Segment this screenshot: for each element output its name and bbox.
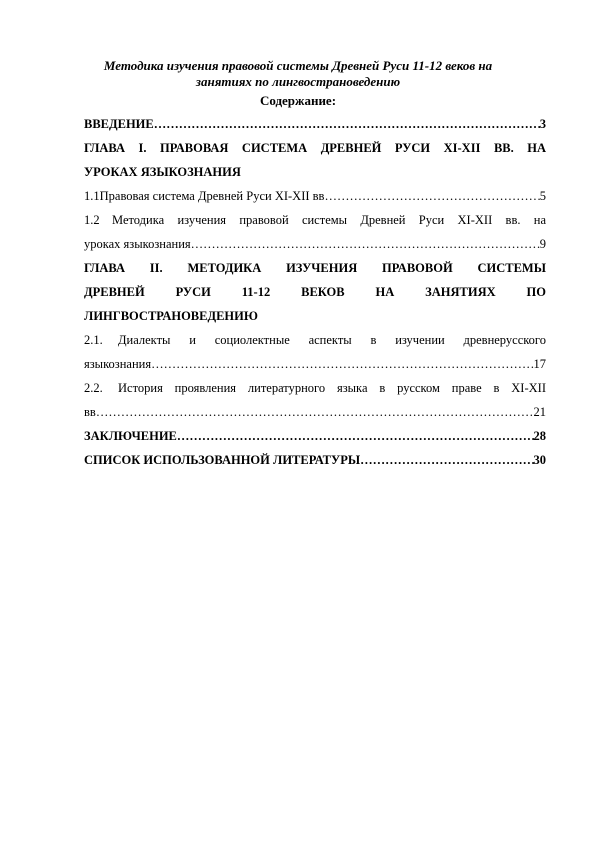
toc-section-1-1-label: Правовая система Древней Руси XI-XII вв [99,189,325,203]
table-of-contents [84,112,546,472]
toc-section-1-1-num: 1.1 [84,189,100,203]
leader-dots [96,400,534,424]
toc-section-1-1[interactable] [84,184,546,208]
toc-section-1-2-line2[interactable] [84,232,546,256]
toc-intro-label: ВВЕДЕНИЕ [84,117,154,131]
toc-section-2-1-line2[interactable] [84,352,546,376]
toc-section-1-2-cont: уроках языкознания [84,237,191,251]
toc-section-2-2-cont: вв [84,405,96,419]
toc-chapter1-line2[interactable]: УРОКАХ ЯЗЫКОЗНАНИЯ [84,165,241,179]
contents-heading: Содержание: [259,93,337,108]
toc-section-1-2-text: Методика изучения правовой системы Древней Руси XI-XII вв. на [112,213,546,227]
leader-dots [151,352,533,376]
leader-dots [191,232,540,256]
leader-dots [177,424,534,448]
toc-section-1-2-line1[interactable] [84,208,546,232]
toc-intro-page: 3 [539,117,546,131]
toc-section-1-1-page: 5 [539,189,546,203]
toc-chapter1-line1[interactable]: ГЛАВА I. ПРАВОВАЯ СИСТЕМА ДРЕВНЕЙ РУСИ XI-XII ВВ. НА [84,141,546,155]
toc-conclusion-label: ЗАКЛЮЧЕНИЕ [84,429,177,443]
toc-references-label: СПИСОК ИСПОЛЬЗОВАННОЙ ЛИТЕРАТУРЫ [84,453,361,467]
toc-conclusion-page: 28 [533,429,546,443]
leader-dots [154,112,540,136]
toc-intro[interactable] [84,112,546,136]
toc-section-2-1-cont: языкознания [84,357,152,371]
toc-chapter2-line2[interactable]: ДРЕВНЕЙ РУСИ 11-12 ВЕКОВ НА ЗАНЯТИЯХ ПО [84,285,546,299]
toc-section-2-1-page: 17 [533,357,546,371]
toc-chapter2-line3[interactable]: ЛИНГВОСТРАНОВЕДЕНИЮ [84,309,258,323]
toc-section-1-2-page: 9 [539,237,546,251]
toc-section-2-2-page: 21 [533,405,546,419]
title-line-2: занятиях по лингвострановедению [195,73,401,89]
toc-references-page: 30 [533,453,546,467]
document-title [84,58,512,89]
toc-section-2-2-text: История проявления литературного языка в русском праве в XI-XII [118,381,546,395]
toc-section-2-1-text: Диалекты и социолектные аспекты в изучении древнерусского [118,333,546,347]
toc-section-2-2-num: 2.2. [84,381,103,395]
toc-section-1-2-num: 1.2 [84,213,100,227]
toc-section-2-1-line1[interactable] [84,328,546,352]
toc-section-2-1-num: 2.1. [84,333,103,347]
toc-section-2-2-line2[interactable] [84,400,546,424]
toc-chapter2-line1[interactable]: ГЛАВА II. МЕТОДИКА ИЗУЧЕНИЯ ПРАВОВОЙ СИСТЕМЫ [84,261,546,275]
title-line-1: Методика изучения правовой системы Древней Руси 11-12 веков на [103,58,493,73]
toc-section-2-2-line1[interactable] [84,376,546,400]
leader-dots [360,448,533,472]
toc-conclusion[interactable] [84,424,546,448]
toc-references[interactable] [84,448,546,472]
leader-dots [324,184,539,208]
